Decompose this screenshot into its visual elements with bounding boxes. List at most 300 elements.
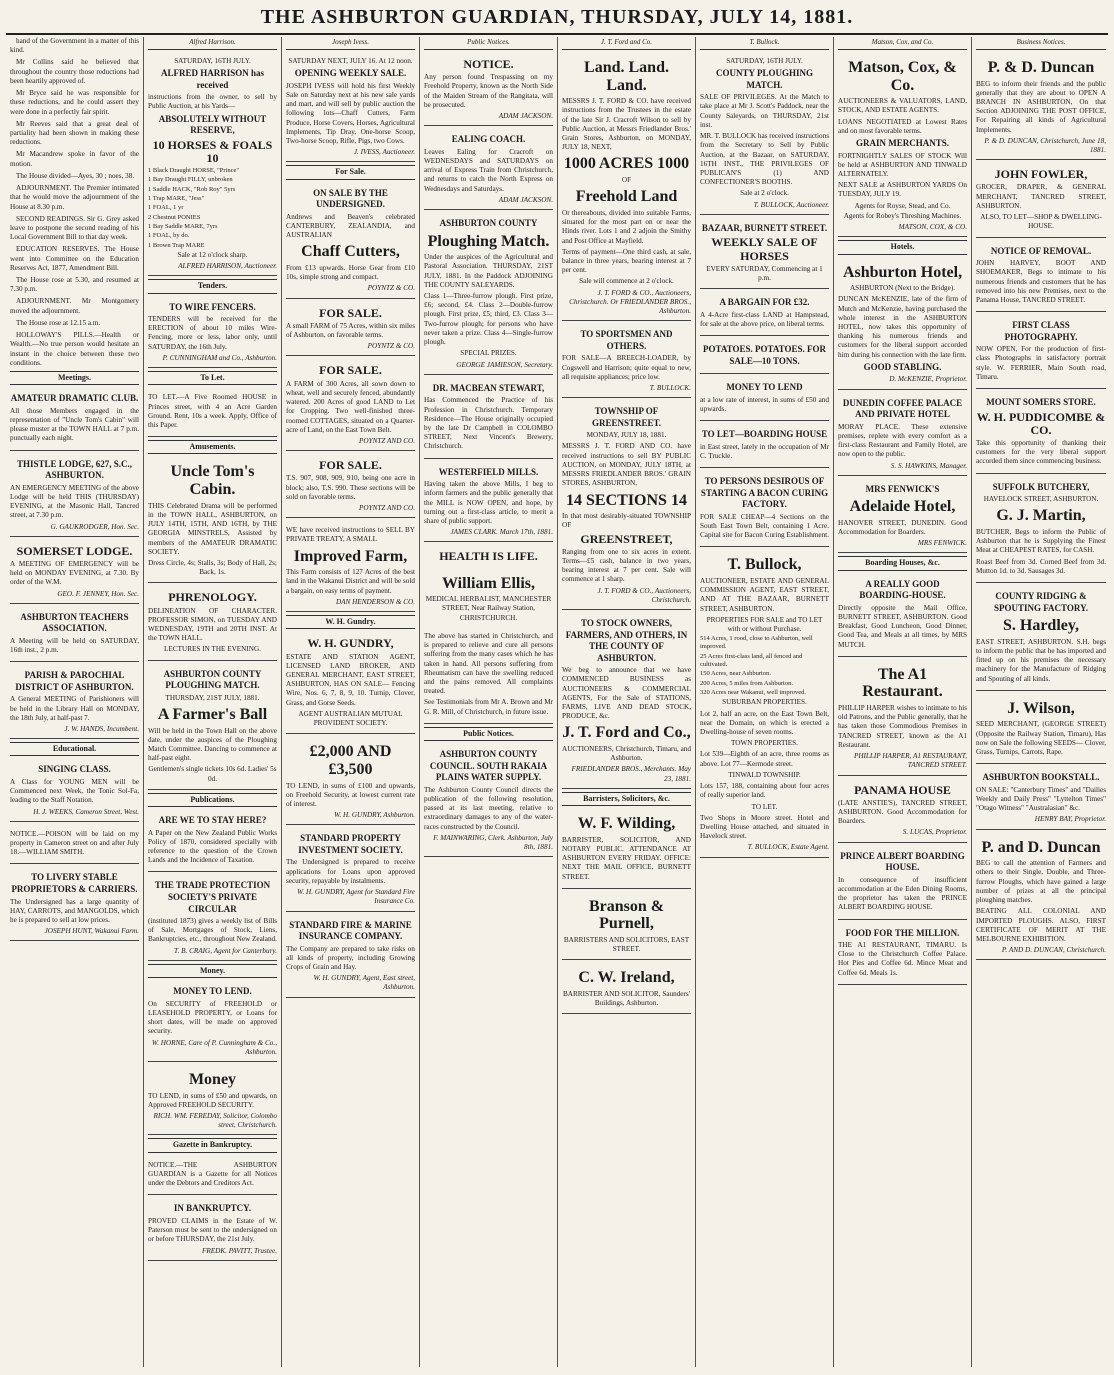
advertisement [976,694,1106,764]
ad-item: 514 Acres, 1 rood, close to Ashburton, well improved. [700,635,813,651]
ad-signature: G. GAUKRODGER, Hon. Sec. [50,522,139,531]
ad-title: Improved Farm, [293,547,408,565]
ad-body: Directly opposite the Mail Office, BURNETT STREET, ASHBURTON. Good Breakfast, Good Luncheon, Good Dinner, Good Tea, and Meals at all times, by MRS MUTCH. [838,603,967,649]
advertisement [148,981,277,1062]
ad-title: Matson, Cox, & Co. [848,58,957,94]
ad-title: COUNTY RIDGING & SPOUTING FACTORY. [993,591,1089,613]
ad-title: OPENING WEEKLY SALE. [294,68,407,79]
ad-title: GREENSTREET, [580,531,673,546]
ad-body: Lots 157, 188, containing about four acres of really superior land. [700,782,829,800]
ad-body: A FARM of 300 Acres, all sown down to wheat, well and securely fenced, abundantly watered. 200 Acres of good LAND to Let for Cropping. Two well-finished three-roomed COTTAGES, situated on a Quarter-acre of Land, on the East Town Belt. [286,379,415,434]
ad-body: at a low rate of interest, in sums of £50 and upwards. [700,395,829,413]
ad-body: The Company are prepared to take risks on all kinds of property, including Growing Crops of Grain and Hay. [286,944,415,971]
ad-body: Under the auspices of the Agricultural and Pastoral Association. THURSDAY, 21ST JULY, 1881. In the Paddock ADJOINING THE COUNTY SALEYARDS. [424,253,553,289]
ad-body: WE have received instructions to SELL BY PRIVATE TREATY, A SMALL [286,526,415,544]
ad-subtitle: BARRISTER AND SOLICITOR, Saunders' Buildings, Ashburton. [563,990,690,1008]
ad-title: TO LET—BOARDING HOUSE [701,429,828,440]
ad-title: PHRENOLOGY. [168,590,257,605]
ad-signature: MRS FENWICK. [917,539,967,548]
advertisement [10,665,139,739]
ad-signature: GEORGE JAMIESON, Secretary. [456,360,553,369]
ad-subtitle: ASHBURTON (Next to the Bridge). [849,284,956,293]
ad-title: AMATEUR DRAMATIC CLUB. [10,393,139,404]
ad-body: On SECURITY of FREEHOLD or LEASEHOLD PROPERTY, or Loans for short dates, will be made on approved security. [148,999,277,1036]
ad-signature: J. T. FORD & CO., Auctioneers, Christchurch. Or FRIEDLANDER BROS., Ashburton. [569,288,691,316]
ad-signature: POYNTZ AND CO. [359,436,415,445]
ad-subtitle: BARRISTERS AND SOLICITORS, EAST STREET. [563,936,690,954]
ad-title: STANDARD FIRE & MARINE INSURANCE COMPANY. [289,919,412,942]
ad-body: Or thereabouts, divided into suitable Farms, situated for the most part on or near the Hinds river. Lots 1 and 2 adjoin the Smithy and Post Office at Mayfield. [562,208,691,245]
article-paragraph: Mr Collins said he believed that throughout the country those reductions had been heartily approved of. [10,58,139,85]
advertisement [976,392,1106,474]
ad-body: NOW OPEN, For the production of first-class Photographs in satisfactory portrait style. W. FERRIER, Main South road, Timaru. [976,345,1106,381]
ad-signature: DAN HENDERSON & CO. [335,597,415,606]
advertisement [976,53,1106,160]
ad-body: JOHN HARVEY, BOOT AND SHOEMAKER, Begs to intimate to his numerous friends and customers that he has removed into his new Premises, next to the Panama House, TANCRED STREET. [976,259,1106,304]
section-heading: Hotels. [838,240,967,254]
ad-title: EALING COACH. [451,134,526,145]
column-5 [558,37,696,1367]
advertisement [286,53,415,162]
article-paragraph: HOLLOWAY'S PILLS.—Health or Wealth.—No true person would hesitate an instant in the choice between these two conditions. [10,331,139,367]
section-heading: Publications. [148,793,277,807]
ad-body: A Paper on the New Zealand Public Works Policy of 1870, considered specially with reference to the question of the Crown Lands and the Incidence of Taxation. [148,828,277,865]
ad-item: 1 Bay Saddle MARE, 7yrs [148,222,218,230]
article-paragraph: hand of the Government in a matter of this kind. [10,37,139,55]
ad-title: 14 SECTIONS 14 [566,491,687,509]
ad-title: Money [188,1070,237,1088]
ad-title: PARISH & PAROCHIAL DISTRICT OF ASHBURTON. [15,670,134,692]
advertisement [424,213,553,375]
ad-body: Two Shops in Moore street. Hotel and Dwelling House attached, and situated in Havelock street. [700,813,829,841]
ad-title: MRS FENWICK'S [865,483,940,494]
ad-body: MR. T. BULLOCK has received instructions from the Secretary to Sell by Public Auction, at the Bazaar, on SATURDAY, 16TH INST., THE PRIVILEGES OF PUBLICAN'S (1) AND CONFECTIONER'S BOOTHS. [700,132,829,187]
section-heading: Public Notices. [424,727,553,741]
advertisement [838,923,967,985]
ad-title: TO WIRE FENCERS. [169,301,256,312]
section-heading: Amusements. [148,440,277,454]
ad-title: IN BANKRUPTCY. [173,1203,252,1214]
ad-body: NEXT SALE at ASHBURTON YARDS On TUESDAY, JULY 19. [838,181,967,199]
ad-date: SATURDAY, 16TH JULY. [174,56,251,65]
section-heading: Money. [148,964,277,978]
ad-title: ARE WE TO STAY HERE? [158,815,267,826]
ad-title: A Farmer's Ball [157,705,268,723]
ad-signature: ALFRED HARRISON, Auctioneer. [178,262,277,271]
article-paragraph: Mr Reeves said that a great deal of partiality had been shown in making these reductions. [10,119,139,147]
advertisement [838,479,967,554]
ad-signature: J. T. FORD & CO., Auctioneers, Christchurch. [597,586,691,604]
ad-item: 1 Trap MARE, "Jess" [148,194,205,202]
ad-signature: P. & D. DUNCAN, Christchurch, June 18, 1881. [984,136,1106,155]
advertisement [700,550,829,857]
ad-note: OF [621,176,632,185]
section-heading: Boarding Houses, &c. [838,556,967,570]
article-paragraph: Mr Macandrew spoke in favor of the motion. [10,150,139,168]
ad-title: DR. MACBEAN STEWART, [432,382,545,393]
ad-title: WEEKLY SALE OF HORSES [711,235,818,263]
ad-body: TO LET.—A Five Roomed HOUSE in Princes street, with 4 an Acre Garden Ground. Rent, 10s a week. Apply, Office of this Paper. [148,393,277,430]
ad-body: Any person found Trespassing on my Freehold Property, known as the North Side of the Maiden Stream of the Rangitata, will be prosecuted. [424,73,553,109]
ad-body: T.S. 907, 908, 909, 910, being one acre in block; also, T.S. 990. These sections will be sold on favorable terms. [286,474,415,501]
ad-body: BEATING ALL COLONIAL AND IMPORTED PLOUGHS. ALSO, FIRST CERTIFICATE OF MERIT AT THE MELBOURNE EXHIBITION. [976,907,1106,943]
ad-signature: S. LUCAS, Proprietor. [902,828,967,837]
ad-title: C. W. Ireland, [578,969,675,987]
ad-title: TO PERSONS DESIROUS OF STARTING A BACON CURING FACTORY. [700,476,829,510]
ad-item: 1 Black Draught HORSE, "Prince" [148,167,240,175]
ad-title: ASHBURTON COUNTY PLOUGHING MATCH. [163,668,262,691]
ad-item: 25 Acres first-class land, all fenced and cultivated. [700,652,803,669]
ad-note: LECTURES IN THE EVENING. [164,645,261,654]
ad-subtitle: ABSOLUTELY WITHOUT RESERVE, [158,113,267,136]
advertisement [976,163,1106,237]
ad-body: Leaves Ealing for Cracroft on WEDNESDAYS and SATURDAYS on arrival of Express Train from Christchurch, and returns to catch the North Express on Wednesdays and Saturdays. [424,147,553,193]
advertisement [700,292,829,336]
ad-subtitle: GOOD STABLING. [863,361,942,372]
ad-body: AUCTIONEER, ESTATE AND GENERAL COMMISSION AGENT, EAST STREET, AND AT THE BAZAAR, BURNETT STREET, ASHBURTON. [700,576,829,613]
ad-body: The Undersigned has a large quantity of HAY, CARROTS, and MANGOLDS, which he is prepared to sell at low prices. [10,897,139,924]
section-heading: Gazette in Bankruptcy. [148,1138,277,1152]
ad-title: S. Hardley, [1002,617,1079,635]
advertisement [148,586,277,660]
ad-body: In that most desirably-situated TOWNSHIP OF [562,512,691,530]
ad-body: THIS Celebrated Drama will be performed in the TOWN HALL, ASHBURTON, on JULY 14TH, 15TH, AND 16TH, by THE GEORGIA MINSTRELS, Assisted by members of the AMATEUR DRAMATIC SOCIETY. [148,501,277,556]
ad-body: A Meeting will be held on SATURDAY, 16th inst., 2 p.m. [10,636,139,655]
ad-body: TENDERS will be received for the ERECTION of about 10 miles Wire-Fencing, more or less, labor only, until SATURDAY, the 16th July. [148,315,277,351]
advertisement [562,401,691,610]
section-heading: To Let. [148,371,277,385]
column-6 [696,37,834,1367]
advertisement [148,1065,277,1135]
ad-body: FOR SALE—A BREECH-LOADER, by Cogswell and Harrison; quite equal to new, all requisite appliances; price low. [562,354,691,381]
ad-body: Has Commenced the Practice of his Profession in Christchurch. Temporary Residence—The House originally occupied by the late Dr Campbell in COLOMBO STREET, Next Vincent's Brewery, Christchurch. [424,396,553,451]
ad-title: NOTICE. [463,56,514,71]
advertisement [148,875,277,960]
ad-subtitle: SUBURBAN PROPERTIES. [722,698,807,707]
ad-title: WESTERFIELD MILLS. [438,466,539,477]
column-header: Alfred Harrison. [148,37,277,50]
ad-body: The Ashburton County Council directs the publication of the following resolution, passed at its last meeting, relative to extraordinary damages to any of the water-races constructed by the Council. [424,785,553,831]
ad-signature: JAMES CLARK. March 17th, 1881. [450,528,553,537]
ad-title: FOR SALE. [319,305,382,320]
ad-subtitle: MEDICAL HERBALIST, MANCHESTER STREET, Near Railway Station, CHRISTCHURCH. [425,595,552,622]
ad-signature: T. B. CRAIG, Agent for Canterbury. [174,946,277,955]
ad-title: Land. Land. Land. [584,58,669,94]
advertisement [148,388,277,437]
ad-title: JOHN FOWLER, [994,167,1088,182]
ad-title: W. H. PUDDICOMBE & CO. [976,409,1106,437]
advertisement [286,302,415,357]
ad-signature: W. H. GUNDRY, Agent, East street, Ashburton. [313,974,415,992]
advertisement [976,586,1106,691]
ad-title: TO SPORTSMEN AND OTHERS. [580,329,673,351]
ad-signature: PHILLIP HARPER, A1 RESTAURANT, TANCRED STREET. [853,752,967,770]
ad-subtitle: HAVELOCK STREET, ASHBURTON. [983,495,1099,504]
ad-signature: P. AND D. DUNCAN, Christchurch. [1001,946,1106,955]
ad-signature: H. J. WEEKS, Cameron Street, West. [33,807,139,816]
ad-title: PANAMA HOUSE [854,782,951,797]
ad-title: Freehold Land [575,188,678,206]
ad-body: (LATE ANSTIE'S), TANCRED STREET, ASHBURTON. Good Accommodation for Boarders. [838,798,967,826]
ad-body: Having taken the above Mills, I beg to inform farmers and the public generally that the MILL is NOW OPEN, and hope, by turning out a first-class article, to merit a share of public support. [424,480,553,526]
column-4 [420,37,558,1367]
advertisement [10,540,139,604]
advertisement [10,607,139,662]
ad-prices: Roast Beef from 3d. Corned Beef from 3d. Mutton 1d. to 3d. Sausages 3d. [976,557,1106,575]
ad-date: SATURDAY NEXT, JULY 16. At 12 noon. [288,56,413,65]
ad-body: instructions from the owner, to sell by Public Auction, at his Yards— [148,93,277,111]
ad-body: GROCER, DRAPER, & GENERAL MERCHANT, TANCRED STREET, ASHBURTON. [976,183,1106,210]
article-paragraph: SECOND READINGS. Sir G. Grey asked leave to postpone the second reading of his Local Government Bill to that day week. [10,214,139,242]
ad-title: Adelaide Hotel, [849,498,956,516]
ad-title: DUNEDIN COFFEE PALACE AND PRIVATE HOTEL [842,397,963,420]
ad-title: £2,000 AND £3,500 [309,743,392,778]
ad-prices: Gentlemen's single tickets 10s 6d. Ladies' 5s 0d. [148,765,277,783]
ad-title: The A1 Restaurant. [862,665,943,701]
ad-note: Agents for Royse, Stead, and Co. [854,201,951,210]
ad-item: 320 Acres near Wakanui, well improved. [700,689,807,697]
ad-title: J. T. Ford and Co., [562,724,691,742]
advertisement [700,377,829,421]
ad-body: (instituted 1873) gives a weekly list of Bills of Sale, Mortgages of Stock, Liens, Bankruptcies, etc., throughout New Zealand. [148,917,277,944]
ad-title: T. Bullock, [727,556,802,574]
ad-body: BUTCHER, Begs to inform the Public of Ashburton that he is Supplying the Finest Meat at CHEAPEST RATES, for CASH. [976,527,1106,555]
advertisement [286,737,415,825]
column-1 [6,37,144,1367]
ad-signature: J. IVESS, Auctioneer. [353,148,415,157]
ad-body: FORTNIGHTLY SALES OF STOCK Will be held at ASHBURTON AND TINWALD ALTERNATELY. [838,151,967,178]
ad-title: NOTICE OF REMOVAL. [990,245,1092,256]
ad-signature: S. S. HAWKINS, Manager. [890,461,967,470]
ad-title: Branson & Purnell, [588,897,665,933]
ad-body: HANOVER STREET, DUNEDIN. Good Accommodation for Boarders. [838,518,967,537]
ad-signature: W. H. GUNDRY, Agent for Standard Fire Insurance Co. [297,888,415,906]
ad-body: PHILLIP HARPER wishes to intimate to his old Patrons, and the Public generally, that he has taken those Commodious Premises in TANCRED STREET, known as the A1 Restaurant. [838,704,967,749]
advertisement [424,545,553,723]
ad-note: AGENT AUSTRALIAN MUTUAL PROVIDENT SOCIETY. [298,709,403,728]
advertisement [562,53,691,321]
ad-note: Sale at 2 o'clock. [740,189,789,198]
ad-item: 150 Acres, near Ashburton. [700,670,771,678]
ad-title: TO STOCK OWNERS, FARMERS, AND OTHERS, IN THE COUNTY OF ASHBURTON. [565,618,688,663]
ad-signature: W. HORNE, Care of P. Cunningham & Co., Ashburton. [151,1038,277,1056]
advertisement [838,846,967,920]
ad-body: NOTICE.—POISON will be laid on my property in Cameron street on and after July 18.—WILLIAM SMITH. [10,829,139,857]
ad-body: ON SALE: "Canterbury Times" and "Dailies Weekly and Daily Press" "Lyttelton Times" "Otago Witness" "Australasian" &c. [976,785,1106,813]
advertisement [148,297,277,369]
ad-signature: FRIEDLANDER BROS., Merchants. May 23, 1881. [571,765,691,783]
ad-title: A BARGAIN FOR £32. [719,297,810,308]
ad-title: THISTLE LODGE, 627, S.C., ASHBURTON. [16,458,133,481]
column-header: Business Notices. [976,37,1106,50]
advertisement [838,258,967,390]
ad-title: FOR SALE. [319,363,382,378]
ad-body: SALE OF PRIVILEGES. At the Match to take place at Mr J. Scott's Paddock, near the County Saleyards, on THURSDAY, 21st inst. [700,93,829,129]
masthead: THE ASHBURTON GUARDIAN, THURSDAY, JULY 14, 1881. [6,4,1108,35]
ad-title: STANDARD PROPERTY INVESTMENT SOCIETY. [298,833,403,855]
ad-signature: ADAM JACKSON. [498,195,553,204]
advertisement [424,378,553,459]
advertisement [424,129,553,210]
ad-signature: D. McKENZIE, Proprietor. [889,375,967,384]
column-header: T. Bullock. [700,37,829,50]
advertisement [562,892,691,961]
section-heading: For Sale. [286,165,415,179]
ad-body: Lot 539—Eighth of an acre, three rooms as above. Lot 77—Kermode street. [700,750,829,768]
ad-subtitle: AUCTIONEERS, Christchurch, Timaru, and Ashburton. [562,745,691,763]
article-paragraph: Mr Bryce said he was responsible for these reductions, and he could assert they were done in a perfectly fair spirit. [10,89,139,116]
ad-title: P. & D. Duncan [987,58,1095,76]
ad-title: ALFRED HARRISON has received [160,68,265,90]
ad-title: Ashburton Hotel, [842,263,963,281]
ad-subtitle: TINWALD TOWNSHIP. [728,770,801,779]
ad-body: A 4-Acre first-class LAND at Hampstead, for sale at the above price, on liberal terms. [700,310,829,328]
ad-item: 2 Chestnut PONIES [148,213,201,221]
ad-signature: W. H. GUNDRY, Ashburton. [334,811,415,820]
ad-title: A REALLY GOOD BOARDING-HOUSE. [859,578,946,601]
advertisement [148,53,277,276]
ad-body: FOR SALE CHEAP—4 Sections on the South East Town Belt, containing 1 Acre. Capital site for Bacon Curing Establishment. [700,512,829,540]
ad-body: MORAY PLACE. These extensive premises, replete with every comfort as a first-class Restaurant and Family Hotel, are now open to the public. [838,422,967,459]
ad-body: TO LEND, in sums of £100 and upwards, on Freehold Security, at lowest current rate of interest. [286,781,415,808]
ad-title: ASHBURTON TEACHERS ASSOCIATION. [20,611,129,634]
ad-signature: ADAM JACKSON. [498,112,553,121]
column-header: Public Notices. [424,37,553,50]
advertisement [286,915,415,998]
ad-body: AUCTIONEERS & VALUATORS, LAND, STOCK, AND ESTATE AGENTS. [838,97,967,115]
advertisement [10,759,139,821]
ad-title: MONEY TO LEND [726,382,803,393]
ad-item: 200 Acres, 5 miles from Ashburton. [700,679,793,687]
column-3 [282,37,420,1367]
ad-note: Agents for Robey's Threshing Machines. [843,211,962,220]
advertisement [838,393,967,476]
ad-date: MONDAY, JULY 18, 1881. [586,431,667,440]
ad-signature: POYNTZ & CO. [367,284,415,293]
ad-body: We beg to announce that we have COMMENCED BUSINESS as AUCTIONEERS & COMMERCIAL AGENTS, For the Sale of STATIONS, FARMS, LIVE AND DEAD STOCK, PRODUCE, &c. [562,666,691,721]
article-paragraph: The House rose at 12.15 a.m. [16,318,101,327]
ad-title: THE TRADE PROTECTION SOCIETY'S PRIVATE CIRCULAR [154,880,271,914]
ad-title: William Ellis, [441,574,536,592]
ad-note: ALSO, TO LET—SHOP & DWELLING-HOUSE. [980,213,1102,231]
advertisement [10,388,139,450]
ad-title: G. J. Martin, [996,507,1086,525]
advertisement [10,867,139,941]
ad-title: ASHBURTON COUNTY COUNCIL. SOUTH RAKAIA PLAINS WATER SUPPLY. [429,749,548,783]
ad-body: Terms of payment—One third cash, at sale, balance in three years, bearing interest at 7 per cent. [562,247,691,275]
ad-note: EVERY SATURDAY, Commencing at 1 p.m. [706,264,823,282]
advertisement [286,359,415,451]
ad-title: MONEY TO LEND. [173,986,252,997]
ad-title: FOR SALE. [319,458,382,473]
ad-body: Will be held in the Town Hall on the above date, under the auspices of the Ploughing Match Committee. Dancing to commence at half-past eight. [148,726,277,763]
advertisement [838,574,967,657]
column-8 [972,37,1110,1367]
ad-body: The above has started in Christchurch, and is prepared to relieve and cure all persons suffering from the many cases which he has taken in hand. All persons suffering from Rheumatism can have the swelling reduced and the pains removed. All complaints treated. [424,631,553,696]
ad-body: LOANS NEGOTIATED at Lowest Rates and on most favorable terms. [838,117,967,135]
advertisement [700,339,829,374]
advertisement [838,660,967,776]
ad-item: 1 Saddle HACK, "Rob Roy" 5yrs [148,185,236,193]
advertisement [976,241,1106,313]
ad-body: BARRISTER, SOLICITOR, AND NOTARY PUBLIC. ATTENDANCE AT ASHBURTON EVERY FRIDAY. OFFICE: NEXT THE MAIL OFFICE, BURNETT STREET. [562,835,691,881]
column-header: Joseph Ivess. [286,37,415,50]
ad-body: A Class for YOUNG MEN will be Commenced next Week, the Tonic Sol-Fa, leading to the Staff Notation. [10,777,139,805]
ad-title: BAZAAR, BURNETT STREET. [701,222,828,233]
ad-title: COUNTY PLOUGHING MATCH. [716,68,813,90]
ad-title: POTATOES. POTATOES. FOR SALE—10 TONS. [702,344,827,366]
ad-title: P. and D. Duncan [981,838,1101,856]
ad-title: J. Wilson, [1007,699,1075,717]
ad-item: 1 FOAL, 1 yr [148,204,184,212]
ad-note: SPECIAL PRIZES. [460,349,517,358]
advertisement [976,833,1106,961]
advertisement [424,53,553,126]
section-heading: Barristers, Solicitors, &c. [562,792,691,806]
ad-title: SOMERSET LODGE. [16,543,133,558]
article-paragraph: The House rose at 5.30, and resumed at 7.30 p.m. [10,276,139,294]
ad-body: PROVED CLAIMS in the Estate of W. Paterson must be sent to the undersigned on or before THURSDAY, the 21st July. [148,1216,277,1244]
advertisement [286,183,415,299]
ad-title: W. F. Wilding, [577,815,676,833]
ad-signature: T. BULLOCK. [649,383,691,392]
ad-subtitle: PROPERTIES FOR SALE and TO LET with or without Purchase. [706,615,823,633]
advertisement [148,1156,277,1196]
column-header: Matson, Cox, and Co. [838,37,967,50]
ad-body: Take this opportunity of thanking their customers for the very liberal support accorded them since commencing business. [976,438,1106,466]
section-heading: Meetings. [10,371,139,385]
ad-subtitle: TO LET. [751,802,778,811]
advertisement [976,767,1106,829]
ad-title: TO LIVERY STABLE PROPRIETORS & CARRIERS. [11,872,138,894]
advertisement [10,454,139,537]
ad-signature: GEO. F. JENNEY, Hon. Sec. [57,589,139,598]
advertisement [424,462,553,543]
article-paragraph: ADJOURNMENT. The Premier intimated that he would move the adjournment of the House at 8.30 p.m. [10,184,139,211]
ad-body: EAST STREET, ASHBURTON. S.H. begs to inform the public that he has imported and fitted up on his premises the necessary machinery for the Manufacture of Ridging and Spouting of all kinds. [976,637,1106,683]
ad-body: All those Members engaged in the representation of "Uncle Tom's Cabin" will please muster at the TOWN HALL at 7 p.m. punctually each night. [10,406,139,443]
ad-body: BEG to call the attention of Farmers and others to their Single, Double, and Three-furrow Ploughs, which have gained a large number of prizes at all the principal ploughing matches. [976,859,1106,905]
advertisement [976,477,1106,583]
advertisement [562,963,691,1014]
advertisement [148,457,277,583]
advertisement [562,613,691,789]
ad-body: JOSEPH IVESS will hold his first Weekly Sale on Saturday next at his new sale yards and mart, and will sell by public auction the following lots—Chaff Cutters, Farm Produce, Horse Covers, Horses, Agricultural Implements, Tip Dray, One-horse Scoop, Two-horse Scoop, Rifle, Pigs, two Cows. [286,81,415,145]
ad-signature: F. MAINWARING, Clerk. Ashburton, July 8th, 1881. [433,833,553,851]
ad-signature: HENRY BAY, Proprietor. [1034,815,1106,824]
ad-signature: P. CUNNINGHAM and Co., Ashburton. [162,353,277,362]
ad-subtitle: TOWN PROPERTIES. [731,739,798,748]
ad-signature: POYNTZ AND CO. [359,504,415,513]
ad-signature: JOSEPH HUNT, Wakanui Farm. [44,927,139,936]
ad-title: HEALTH IS LIFE. [439,549,538,564]
advertisement [424,744,553,857]
ad-note: Sale at 12 o'clock sharp. [177,250,248,259]
ad-date: THURSDAY, 21ST JULY, 1881. [165,693,260,702]
ad-item: 1 FOAL, by do. [148,232,190,240]
ad-signature: J. W. HANDS, Incumbent. [64,724,139,733]
article-paragraph: ADJOURNMENT. Mr Montgomery moved the adjournment. [10,297,139,315]
ad-item: 1 Bay Draught FILLY, unbroken [148,176,233,184]
column-2 [144,37,282,1367]
ad-body: Ranging from one to six acres in extent. Terms—£5 cash, balance in two years, bearing interest at 7 per cent. Sale will commence at 1 sharp. [562,547,691,584]
columns [6,37,1108,1367]
ad-body: BEG to inform their friends and the public generally that they are about to OPEN A BRANCH IN ASHBURTON, On that Section ADJOINING THE POST OFFICE, For Repairing all kinds of Agricultural Implements. [976,79,1106,134]
ad-body: From £13 upwards. Horse Gear from £10 10s, simple strong and compact. [286,263,415,282]
ad-item: 1 Brown Trap MARE [148,241,205,249]
advertisement [10,825,139,865]
ad-note: Sale will commence at 2 o'clock. [579,277,674,286]
